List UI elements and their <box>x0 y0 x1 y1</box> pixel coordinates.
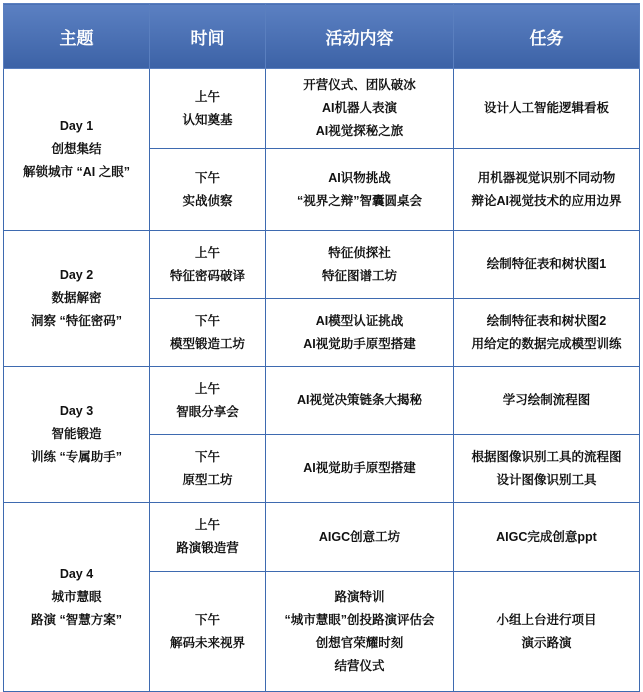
task-item: 小组上台进行项目 <box>496 612 597 627</box>
table-row <box>4 69 640 149</box>
time-cell <box>150 231 266 299</box>
day-subtitle: 路演 “智慧方案” <box>31 612 122 627</box>
session-name: 路演锻造营 <box>176 541 239 555</box>
session-name: 智眼分享会 <box>176 404 239 419</box>
activity-item: AI视觉助手原型搭建 <box>303 461 416 475</box>
time-cell <box>150 149 266 231</box>
task-item: 绘制特征表和树状图1 <box>486 257 607 271</box>
tasks-cell <box>454 435 640 503</box>
table-row <box>4 231 640 299</box>
day-subtitle: 训练 “专属助手” <box>31 450 122 464</box>
time-cell <box>150 367 266 435</box>
time-cell <box>150 435 266 503</box>
tasks-cell <box>454 503 640 572</box>
time-period: 上午 <box>194 518 220 532</box>
task-item: AIGC完成创意ppt <box>496 529 597 544</box>
activity-item: 结营仪式 <box>334 658 385 673</box>
time-period: 下午 <box>194 449 220 464</box>
time-period: 下午 <box>194 313 220 328</box>
day-title: 数据解密 <box>51 291 102 305</box>
time-period: 上午 <box>194 381 220 396</box>
activity-item: 开营仪式、团队破冰 <box>303 78 416 92</box>
header-theme: 主题 <box>4 4 150 69</box>
activity-item: 路演特训 <box>334 589 385 604</box>
time-cell <box>150 299 266 367</box>
activity-item: “城市慧眼”创投路演评估会 <box>284 612 435 627</box>
activity-item: AI机器人表演 <box>321 101 397 115</box>
day-title: 创想集结 <box>51 142 102 156</box>
day-subtitle: 洞察 “特征密码” <box>31 314 122 328</box>
day-label: Day 3 <box>59 404 94 418</box>
day-title: 城市慧眼 <box>51 589 102 604</box>
activities-cell <box>266 367 454 435</box>
day-subtitle: 解锁城市 “AI 之眼” <box>23 165 130 179</box>
activity-item: 创想官荣耀时刻 <box>315 635 404 650</box>
activity-item: AI视觉决策链条大揭秘 <box>296 393 422 407</box>
session-name: 特征密码破译 <box>169 268 245 283</box>
session-name: 模型锻造工坊 <box>169 336 245 351</box>
tasks-cell <box>454 299 640 367</box>
time-period: 上午 <box>194 89 220 104</box>
activities-cell <box>266 503 454 572</box>
task-item: 学习绘制流程图 <box>502 393 591 407</box>
activities-cell <box>266 299 454 367</box>
task-item: 绘制特征表和树状图2 <box>486 313 607 328</box>
tasks-cell <box>454 149 640 231</box>
time-period: 下午 <box>194 170 220 185</box>
task-item: 辩论AI视觉技术的应用边界 <box>471 193 622 208</box>
time-cell <box>150 503 266 572</box>
activities-cell <box>266 69 454 149</box>
activities-cell <box>266 149 454 231</box>
activity-item: AI视觉探秘之旅 <box>315 124 404 138</box>
task-item: 设计人工智能逻辑看板 <box>483 101 609 115</box>
task-item: 用给定的数据完成模型训练 <box>471 336 622 351</box>
activities-cell <box>266 572 454 692</box>
tasks-cell <box>454 572 640 692</box>
header-time: 时间 <box>150 4 266 69</box>
session-name: 认知奠基 <box>182 112 233 127</box>
task-item: 设计图像识别工具 <box>496 472 597 487</box>
task-item: 演示路演 <box>521 635 572 650</box>
day-2-theme-cell <box>4 231 150 367</box>
time-period: 上午 <box>194 245 220 260</box>
day-label: Day 1 <box>59 119 94 133</box>
day-label: Day 2 <box>59 268 94 282</box>
day-3-theme-cell <box>4 367 150 503</box>
header-tasks: 任务 <box>454 4 640 69</box>
activities-cell <box>266 435 454 503</box>
time-cell <box>150 572 266 692</box>
tasks-cell <box>454 69 640 149</box>
day-title: 智能锻造 <box>51 427 102 441</box>
activity-item: 特征侦探社 <box>328 245 391 260</box>
session-name: 原型工坊 <box>182 472 233 487</box>
tasks-cell <box>454 231 640 299</box>
table-row <box>4 367 640 435</box>
time-cell <box>150 69 266 149</box>
table-row <box>4 503 640 572</box>
activity-item: AI视觉助手原型搭建 <box>303 336 416 351</box>
tasks-cell <box>454 367 640 435</box>
activity-item: 特征图谱工坊 <box>321 268 397 283</box>
activity-item: AI模型认证挑战 <box>315 313 404 328</box>
session-name: 解码未来视界 <box>169 635 245 650</box>
time-period: 下午 <box>194 612 220 627</box>
session-name: 实战侦察 <box>182 193 233 208</box>
task-item: 根据图像识别工具的流程图 <box>471 449 622 464</box>
day-1-theme-cell <box>4 69 150 231</box>
camp-schedule-table <box>3 3 640 692</box>
activity-item: “视界之辩”智囊圆桌会 <box>296 193 422 208</box>
day-4-theme-cell <box>4 503 150 692</box>
activity-item: AI识物挑战 <box>328 170 391 185</box>
header-activities: 活动内容 <box>266 4 454 69</box>
header-row <box>4 4 640 69</box>
activity-item: AIGC创意工坊 <box>318 529 401 544</box>
day-label: Day 4 <box>59 566 94 581</box>
activities-cell <box>266 231 454 299</box>
task-item: 用机器视觉识别不同动物 <box>477 170 616 185</box>
